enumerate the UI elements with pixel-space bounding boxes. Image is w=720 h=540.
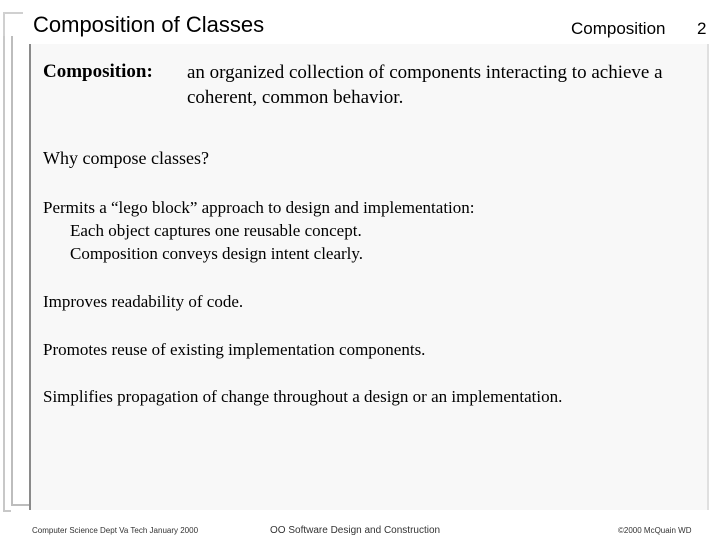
- slide-left-border-outer: [3, 36, 11, 512]
- definition-text: an organized collection of components interacting to achieve a coherent, common behavior.: [187, 62, 663, 108]
- definition-term: Composition:: [43, 61, 153, 82]
- slide-title: Composition of Classes: [33, 12, 265, 37]
- footer-left-text: Computer Science Dept Va Tech January 2000: [32, 526, 199, 535]
- sub-point: Composition conveys design intent clearly.: [70, 244, 364, 263]
- lego-point: Permits a “lego block” approach to design and implementation:: [43, 198, 475, 217]
- sub-point: Each object captures one reusable concept.: [70, 221, 362, 240]
- content-panel: [29, 44, 709, 510]
- footer-center-text: OO Software Design and Construction: [270, 525, 441, 536]
- question-text: Why compose classes?: [43, 148, 209, 168]
- slide-corner-decoration: [3, 12, 23, 38]
- section-label: Composition: [571, 19, 666, 38]
- footer-right-text: ©2000 McQuain WD: [618, 526, 692, 535]
- slide-left-border-inner: [11, 36, 31, 506]
- page-number: 2: [697, 19, 707, 38]
- reuse-point: Promotes reuse of existing implementation components.: [43, 340, 426, 359]
- readability-point: Improves readability of code.: [43, 292, 244, 311]
- change-point: Simplifies propagation of change throughout a design or an implementation.: [43, 387, 563, 406]
- slide-right-edge: [707, 44, 709, 510]
